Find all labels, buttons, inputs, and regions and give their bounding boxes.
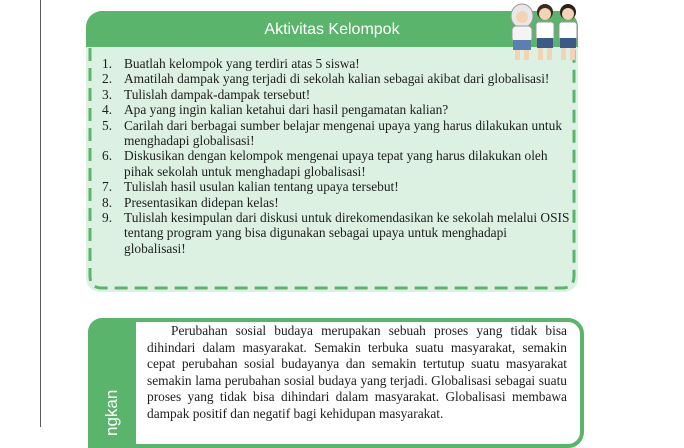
step-number: 3.: [102, 86, 113, 102]
step-text: Amatilah dampak yang terjadi di sekolah kalian sebagai akibat dari globalisasi!: [124, 71, 550, 87]
activity-step: [102, 56, 572, 71]
activity-steps-list: [102, 56, 572, 256]
step-number: 2.: [102, 71, 113, 87]
page-margin-rule: [40, 0, 41, 427]
step-text: Buatlah kelompok yang terdiri atas 5 siswa!: [124, 56, 360, 71]
activity-step: [102, 148, 572, 179]
step-text: Tulislah hasil usulan kalian tentang upaya tersebut!: [124, 179, 399, 195]
activity-step: [102, 195, 572, 210]
step-number: 5.: [102, 117, 113, 133]
activity-step: [102, 179, 572, 194]
step-text: Apa yang ingin kalian ketahui dari hasil pengamatan kalian?: [124, 102, 449, 118]
students-illustration-icon: [500, 0, 590, 64]
step-number: 1.: [102, 56, 113, 71]
step-number: 6.: [102, 148, 113, 164]
step-text: Presentasikan didepan kelas!: [124, 194, 279, 210]
activity-step: [102, 71, 572, 86]
step-text: Diskusikan dengan kelompok mengenai upaya tepat yang harus dilakukan oleh pihak sekolah untuk menghadapi globalisasi!: [124, 148, 548, 179]
step-number: 8.: [102, 194, 113, 210]
activity-step: [102, 102, 572, 117]
step-number: 7.: [102, 179, 113, 195]
step-text: Tulislah dampak-dampak tersebut!: [124, 86, 311, 102]
step-text: Tulislah kesimpulan dari diskusi untuk direkomendasikan ke sekolah melalui OSIS tentang program yang bisa digunakan sebagai upaya untuk menghadapi globalisasi!: [124, 210, 570, 256]
step-text: Carilah dari berbagai sumber belajar mengenai upaya yang harus dilakukan untuk menghadapi globalisasi!: [124, 117, 563, 149]
step-number: 4.: [102, 102, 113, 118]
activity-step: [102, 87, 572, 102]
activity-step: [102, 210, 572, 256]
activity-step: [102, 118, 572, 149]
activity-title: Aktivitas Kelompok: [86, 11, 578, 47]
summary-paragraph: Perubahan sosial budaya merupakan sebuah proses yang tidak bisa dihindari dalam masyarakat. Semakin terbuka suatu masyarakat, semakin cepat perubahan sosial budayanya dan semakin tertutup suatu masyarakat semakin lama perubahan sosial budaya yang terjadi. Globalisasi sebagai suatu proses yang tidak bisa dihindari dalam masyarakat. Globalisasi membawa dampak positif dan negatif bagi kehidupan masyarakat.: [147, 323, 567, 421]
summary-side-label: ngkan: [102, 389, 121, 436]
step-number: 9.: [102, 210, 113, 226]
